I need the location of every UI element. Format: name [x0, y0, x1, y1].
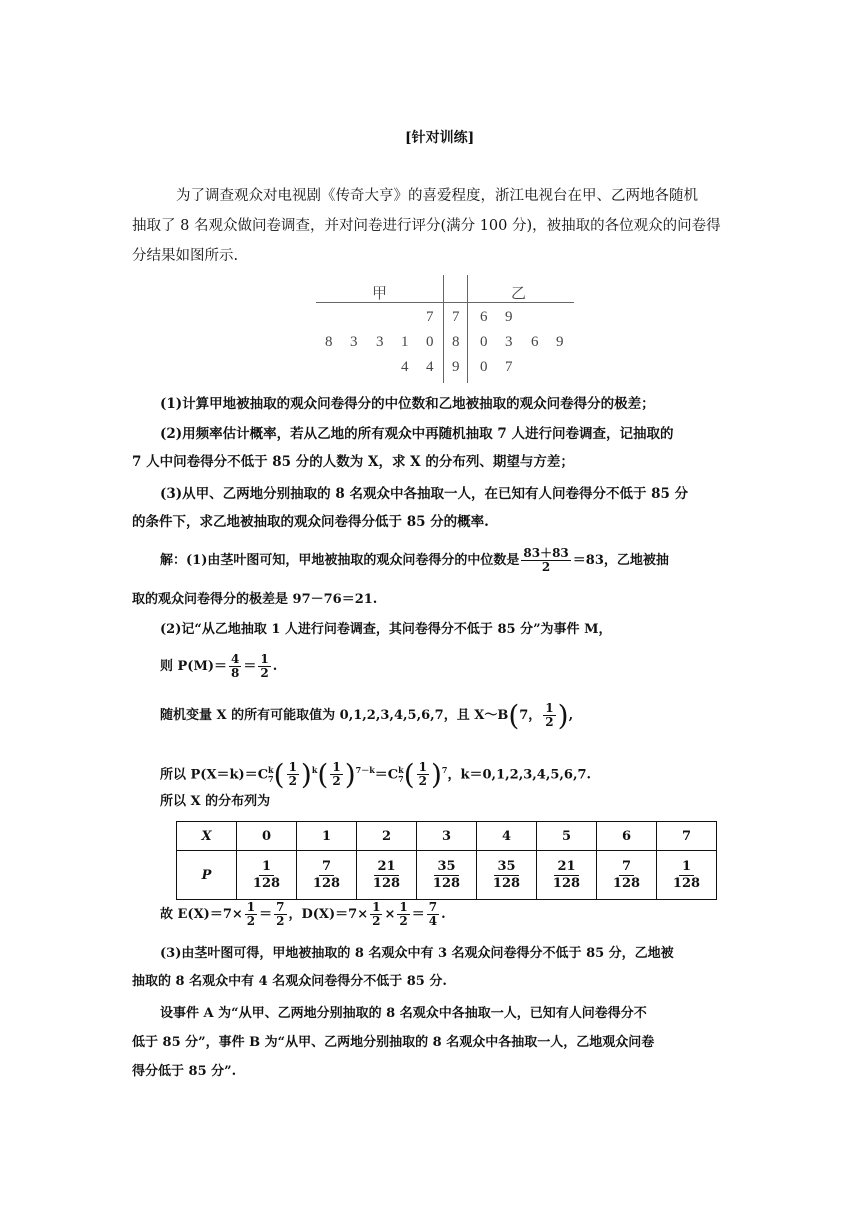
leaf-left: 4 — [426, 359, 434, 375]
solution-text: ＝ — [259, 907, 273, 922]
solution-text: ＝ — [411, 907, 425, 922]
fraction — [370, 901, 382, 928]
question-3-line-2: 的条件下，求乙地被抽取的观众问卷得分低于 85 分的概率. — [132, 514, 489, 530]
fraction-numerator: 1 — [246, 900, 256, 914]
fraction-numerator: 1 — [332, 760, 341, 775]
table-cell — [477, 851, 537, 900]
fraction-numerator: 4 — [231, 652, 240, 666]
fraction — [397, 901, 409, 928]
solution-text: , — [568, 708, 574, 723]
fraction-denominator: 2 — [260, 666, 269, 680]
intro-line-3: 分结果如图所示. — [132, 248, 239, 264]
right-paren: ) — [344, 757, 356, 791]
fraction — [245, 901, 257, 928]
intro-line-1: 为了调查观众对电视剧《传奇大亨》的喜爱程度，浙江电视台在甲、乙两地各随机 — [176, 188, 698, 204]
fraction — [553, 859, 580, 892]
fraction-denominator: 128 — [492, 875, 521, 891]
fraction — [433, 859, 460, 892]
table-cell — [537, 851, 597, 900]
solution-1-line-2: 取的观众问卷得分的极差是 97－76＝21. — [132, 592, 378, 607]
solution-2-line-1: (2)记“从乙地抽取 1 人进行问卷调查，其问卷得分不低于 85 分”为事件 M， — [160, 622, 612, 637]
leaf-right: 7 — [505, 359, 513, 375]
leaf-right: 9 — [505, 309, 513, 325]
subscript: 7 — [398, 773, 404, 784]
exponent: 7 — [441, 765, 448, 775]
fraction-numerator: 7 — [319, 859, 334, 876]
fraction — [330, 761, 342, 788]
fraction-numerator: 1 — [545, 701, 554, 715]
solution-text: 所以 P(X＝k)＝C — [160, 767, 269, 783]
fraction-denominator: 128 — [252, 875, 281, 891]
expectation-variance — [160, 898, 446, 932]
table-cell: 2 — [357, 822, 417, 851]
solution-3-line-1: (3)由茎叶图可得，甲地被抽取的 8 名观众中有 3 名观众问卷得分不低于 85 分，乙地被 — [160, 946, 674, 961]
question-2-line-1: (2)用频率估计概率，若从乙地的所有观众中再随机抽取 7 人进行问卷调查，记抽取的 — [160, 426, 674, 442]
left-paren: ( — [508, 698, 520, 732]
solution-1-line-1 — [160, 546, 669, 576]
fraction — [417, 761, 429, 788]
distribution-table — [176, 821, 717, 900]
stem-leaf-plot — [316, 275, 576, 385]
section-heading: [针对训练] — [405, 130, 475, 146]
question-2-line-2: 7 人中问卷得分不低于 85 分的人数为 X，求 X 的分布列、期望与方差； — [132, 454, 574, 470]
solution-text: × — [384, 907, 396, 922]
right-paren: ) — [430, 757, 442, 791]
fraction-denominator: 128 — [312, 875, 341, 891]
solution-3-line-5: 得分低于 85 分”. — [132, 1064, 237, 1079]
question-3-line-1: (3)从甲、乙两地分别抽取的 8 名观众中各抽取一人，在已知有人问卷得分不低于 85 分 — [160, 486, 689, 502]
fraction — [287, 761, 299, 788]
table-header-cell: P — [177, 851, 237, 900]
solution-3-line-4: 低于 85 分”，事件 B 为“从甲、乙两地分别抽取的 8 名观众中各抽取一人，乙地观众问卷 — [132, 1035, 655, 1050]
solution-text: . — [272, 659, 278, 674]
solution-3-line-3: 设事件 A 为“从甲、乙两地分别抽取的 8 名观众中各抽取一人，已知有人问卷得分不 — [160, 1006, 647, 1021]
table-cell: 1 — [297, 822, 357, 851]
table-header-cell: X — [177, 822, 237, 851]
leaf-left: 0 — [426, 334, 434, 350]
table-cell — [297, 851, 357, 900]
fraction-denominator: 128 — [432, 875, 461, 891]
solution-2-px — [160, 750, 591, 795]
fraction-denominator: 2 — [545, 715, 554, 729]
table-cell — [417, 851, 477, 900]
table-row — [177, 851, 717, 900]
superscript: k — [268, 764, 274, 775]
fraction-numerator: 21 — [374, 859, 398, 876]
fraction — [274, 901, 286, 928]
solution-text: 故 E(X)＝7× — [160, 907, 243, 922]
fraction-denominator: 128 — [612, 875, 641, 891]
table-row — [177, 822, 717, 851]
fraction-denominator: 2 — [541, 560, 551, 574]
table-cell: 4 — [477, 822, 537, 851]
solution-text: 则 P(M)＝ — [160, 659, 227, 674]
fraction-denominator: 4 — [428, 914, 438, 928]
fraction-denominator: 2 — [288, 774, 297, 789]
fraction — [673, 859, 700, 892]
leaf-left: 8 — [325, 334, 333, 350]
leaf-left: 7 — [426, 309, 434, 325]
fraction-denominator: 2 — [276, 914, 285, 928]
fraction-denominator: 2 — [399, 914, 408, 928]
left-paren: ( — [317, 757, 329, 791]
solution-2-rv — [160, 696, 573, 736]
fraction-numerator: 21 — [554, 859, 578, 876]
fraction-numerator: 35 — [494, 859, 518, 876]
fraction — [613, 859, 640, 892]
stem-leaf-right-label: 乙 — [511, 286, 527, 302]
fraction-numerator: 1 — [260, 652, 269, 666]
fraction-numerator: 35 — [434, 859, 458, 876]
solution-text: ，k＝0,1,2,3,4,5,6,7. — [447, 767, 592, 783]
table-cell — [657, 851, 717, 900]
solution-text: (1)由茎叶图可知，甲地被抽取的观众问卷得分的中位数是 — [186, 553, 520, 568]
leaf-left: 3 — [376, 334, 384, 350]
exponent: 7－k — [355, 765, 375, 775]
leaf-left: 1 — [401, 334, 409, 350]
table-cell — [597, 851, 657, 900]
fraction — [493, 859, 520, 892]
solution-text: ＝C — [374, 767, 399, 783]
fraction-numerator: 7 — [619, 859, 634, 876]
solution-text: . — [441, 907, 446, 922]
stem-leaf-left-label: 甲 — [372, 286, 388, 302]
fraction — [373, 859, 400, 892]
left-paren: ( — [403, 757, 415, 791]
fraction-denominator: 2 — [332, 774, 341, 789]
superscript: k — [398, 764, 404, 775]
table-cell: 6 — [597, 822, 657, 851]
solution-text: ＝ — [243, 659, 257, 674]
leaf-right: 0 — [480, 334, 488, 350]
solution-text: 随机变量 X 的所有可能取值为 0,1,2,3,4,5,6,7，且 X～B — [160, 708, 509, 723]
solution-text: ＝83，乙地被抽 — [572, 553, 669, 568]
leaf-right: 9 — [556, 334, 564, 350]
solution-2-pm — [160, 650, 277, 684]
fraction-numerator: 7 — [428, 900, 438, 914]
leaf-right: 6 — [531, 334, 539, 350]
intro-line-2: 抽取了 8 名观众做问卷调查，并对问卷进行评分(满分 100 分)，被抽取的各位观众的问卷得 — [132, 218, 721, 234]
fraction-numerator: 1 — [288, 760, 297, 775]
fraction — [229, 653, 241, 680]
fraction-denominator: 2 — [372, 914, 381, 928]
stem: 9 — [452, 359, 460, 375]
table-cell: 0 — [237, 822, 297, 851]
right-paren: ) — [300, 757, 312, 791]
leaf-right: 6 — [480, 309, 488, 325]
solution-text: 7， — [519, 708, 542, 723]
leaf-left: 3 — [350, 334, 358, 350]
fraction-numerator: 1 — [372, 900, 381, 914]
solution-text: ，D(X)＝7× — [288, 907, 369, 922]
fraction-denominator: 8 — [231, 666, 240, 680]
fraction — [427, 901, 439, 928]
fraction-numerator: 83＋83 — [523, 546, 569, 560]
right-paren: ) — [557, 698, 569, 732]
question-1: (1)计算甲地被抽取的观众问卷得分的中位数和乙地被抽取的观众问卷得分的极差； — [160, 396, 655, 412]
fraction — [313, 859, 340, 892]
fraction — [253, 859, 280, 892]
stem-leaf-divider-left — [443, 275, 444, 383]
left-paren: ( — [273, 757, 285, 791]
solution-3-line-2: 抽取的 8 名观众中有 4 名观众问卷得分不低于 85 分. — [132, 974, 447, 989]
fraction — [543, 702, 555, 729]
fraction-denominator: 128 — [552, 875, 581, 891]
stem: 7 — [452, 309, 460, 325]
table-cell: 5 — [537, 822, 597, 851]
fraction — [258, 653, 270, 680]
table-cell — [237, 851, 297, 900]
fraction — [521, 547, 570, 574]
leaf-left: 4 — [401, 359, 409, 375]
fraction-denominator: 2 — [418, 774, 427, 789]
table-cell — [357, 851, 417, 900]
fraction-numerator: 1 — [259, 859, 274, 876]
leaf-right: 0 — [480, 359, 488, 375]
table-cell: 7 — [657, 822, 717, 851]
stem: 8 — [452, 334, 460, 350]
distribution-intro: 所以 X 的分布列为 — [160, 794, 271, 809]
fraction-numerator: 7 — [276, 900, 285, 914]
exponent: k — [311, 765, 318, 775]
fraction-denominator: 128 — [672, 875, 701, 891]
fraction-denominator: 128 — [372, 875, 401, 891]
subscript: 7 — [268, 773, 274, 784]
leaf-right: 3 — [505, 334, 513, 350]
stem-leaf-header-rule — [316, 302, 574, 303]
fraction-numerator: 1 — [679, 859, 694, 876]
solution-prefix: 解： — [160, 553, 187, 568]
stem-leaf-divider-right — [467, 275, 468, 383]
fraction-denominator: 2 — [246, 914, 256, 928]
table-cell: 3 — [417, 822, 477, 851]
fraction-numerator: 1 — [399, 900, 408, 914]
fraction-numerator: 1 — [418, 760, 427, 775]
